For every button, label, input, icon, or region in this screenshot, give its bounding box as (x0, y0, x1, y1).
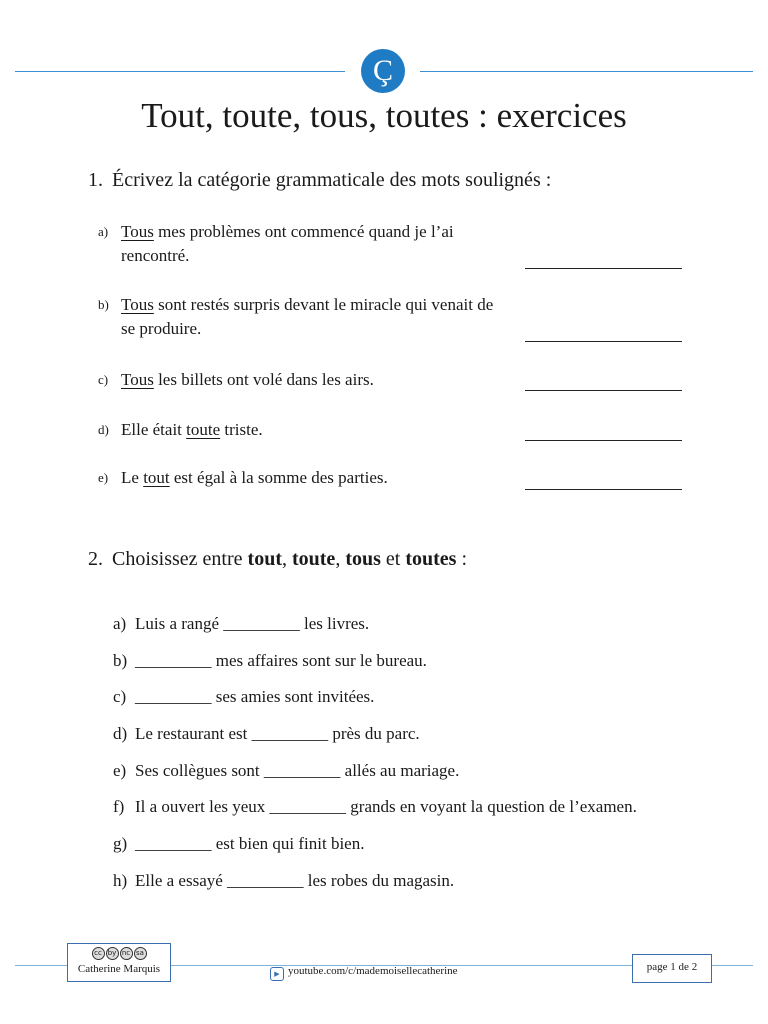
ex2-item-f (113, 796, 637, 818)
ex1-item-label: c) (98, 372, 109, 387)
ex2-item-d (113, 723, 420, 745)
ex1-item-e (98, 466, 501, 490)
ex2-item-text: _________ est bien qui finit bien. (135, 834, 365, 853)
page-title: Tout, toute, tous, toutes : exercices (141, 96, 627, 135)
sentence-text: les billets ont volé dans les airs. (153, 370, 374, 389)
sentence-text: mes problèmes ont commencé quand je l’ai rencontré. (121, 222, 454, 265)
header-rule-left (15, 71, 345, 72)
ex2-item-label: f) (113, 797, 125, 816)
word-toute: toute (291, 548, 336, 570)
ex2-item-text: _________ mes affaires sont sur le bureau. (135, 651, 427, 670)
word-tous: tous (345, 548, 381, 570)
author-license-box (67, 943, 171, 982)
ex2-item-c (113, 686, 374, 708)
ex2-item-label: g) (113, 834, 128, 853)
ex2-item-h (113, 870, 454, 892)
ex2-item-label: b) (113, 651, 128, 670)
ex2-item-text: Ses collègues sont _________ allés au mariage. (135, 761, 460, 780)
colon: : (456, 548, 467, 570)
ex1-item-label: a) (98, 224, 109, 239)
ex2-item-text: Il a ouvert les yeux _________ grands en voyant la question de l’examen. (135, 797, 637, 816)
ex1-item-c (98, 368, 501, 392)
sentence-text: sont restés surpris devant le miracle qui venait de se produire. (121, 295, 494, 338)
ex1-item-d (98, 418, 501, 442)
ex2-item-text: Le restaurant est _________ près du parc. (135, 724, 420, 743)
c-cedilla-logo-icon: Ç (361, 49, 405, 93)
ex2-item-label: a) (113, 614, 127, 633)
page-number: page 1 de 2 (646, 961, 698, 973)
exercise1-number: 1. (88, 169, 103, 191)
exercise2-number: 2. (88, 548, 103, 570)
ex1-item-label: b) (98, 297, 109, 312)
ex2-item-label: d) (113, 724, 128, 743)
underlined-word: Tous (121, 370, 154, 389)
ex2-item-text: _________ ses amies sont invitées. (135, 687, 375, 706)
youtube-link[interactable] (270, 965, 458, 981)
word-toutes: toutes (405, 548, 457, 570)
ex2-item-b (113, 650, 427, 672)
sentence-text: Le (121, 468, 144, 487)
underlined-word: Tous (121, 222, 154, 241)
ex2-item-e (113, 760, 459, 782)
cc-license-icon: cc by nc sa (68, 947, 170, 960)
answer-line-d[interactable] (525, 440, 682, 441)
header-rule-right (420, 71, 753, 72)
sentence-text: triste. (220, 420, 263, 439)
ex2-item-a (113, 613, 369, 635)
ex2-item-text: Luis a rangé _________ les livres. (135, 614, 370, 633)
answer-line-c[interactable] (525, 390, 682, 391)
underlined-word: toute (186, 420, 221, 439)
exercise1-instruction (88, 169, 551, 192)
youtube-url: youtube.com/c/mademoisellecatherine (288, 965, 458, 977)
ex2-item-label: e) (113, 761, 127, 780)
answer-line-a[interactable] (525, 268, 682, 269)
exercise2-intro: Choisissez entre (112, 548, 248, 570)
ex2-item-text: Elle a essayé _________ les robes du magasin. (135, 871, 455, 890)
page-number-box (632, 954, 712, 983)
answer-line-b[interactable] (525, 341, 682, 342)
word-and: et (385, 548, 401, 570)
word-tout: tout (247, 548, 282, 570)
author-name: Catherine Marquis (77, 963, 161, 975)
ex1-item-label: d) (98, 422, 109, 437)
ex1-item-b (98, 293, 501, 341)
answer-line-e[interactable] (525, 489, 682, 490)
youtube-play-icon: ▶ (270, 967, 284, 981)
ex1-item-label: e) (98, 470, 109, 485)
ex1-item-a (98, 220, 501, 268)
underlined-word: tout (143, 468, 170, 487)
ex2-item-label: h) (113, 871, 128, 890)
ex2-item-g (113, 833, 364, 855)
underlined-word: Tous (121, 295, 154, 314)
ex2-item-label: c) (113, 687, 127, 706)
sentence-text: est égal à la somme des parties. (169, 468, 388, 487)
exercise1-text: Écrivez la catégorie grammaticale des mots soulignés : (112, 169, 552, 191)
sentence-text: Elle était (121, 420, 187, 439)
exercise2-instruction: 2. Choisissez entre tout, toute, tous et toutes : (88, 548, 467, 570)
